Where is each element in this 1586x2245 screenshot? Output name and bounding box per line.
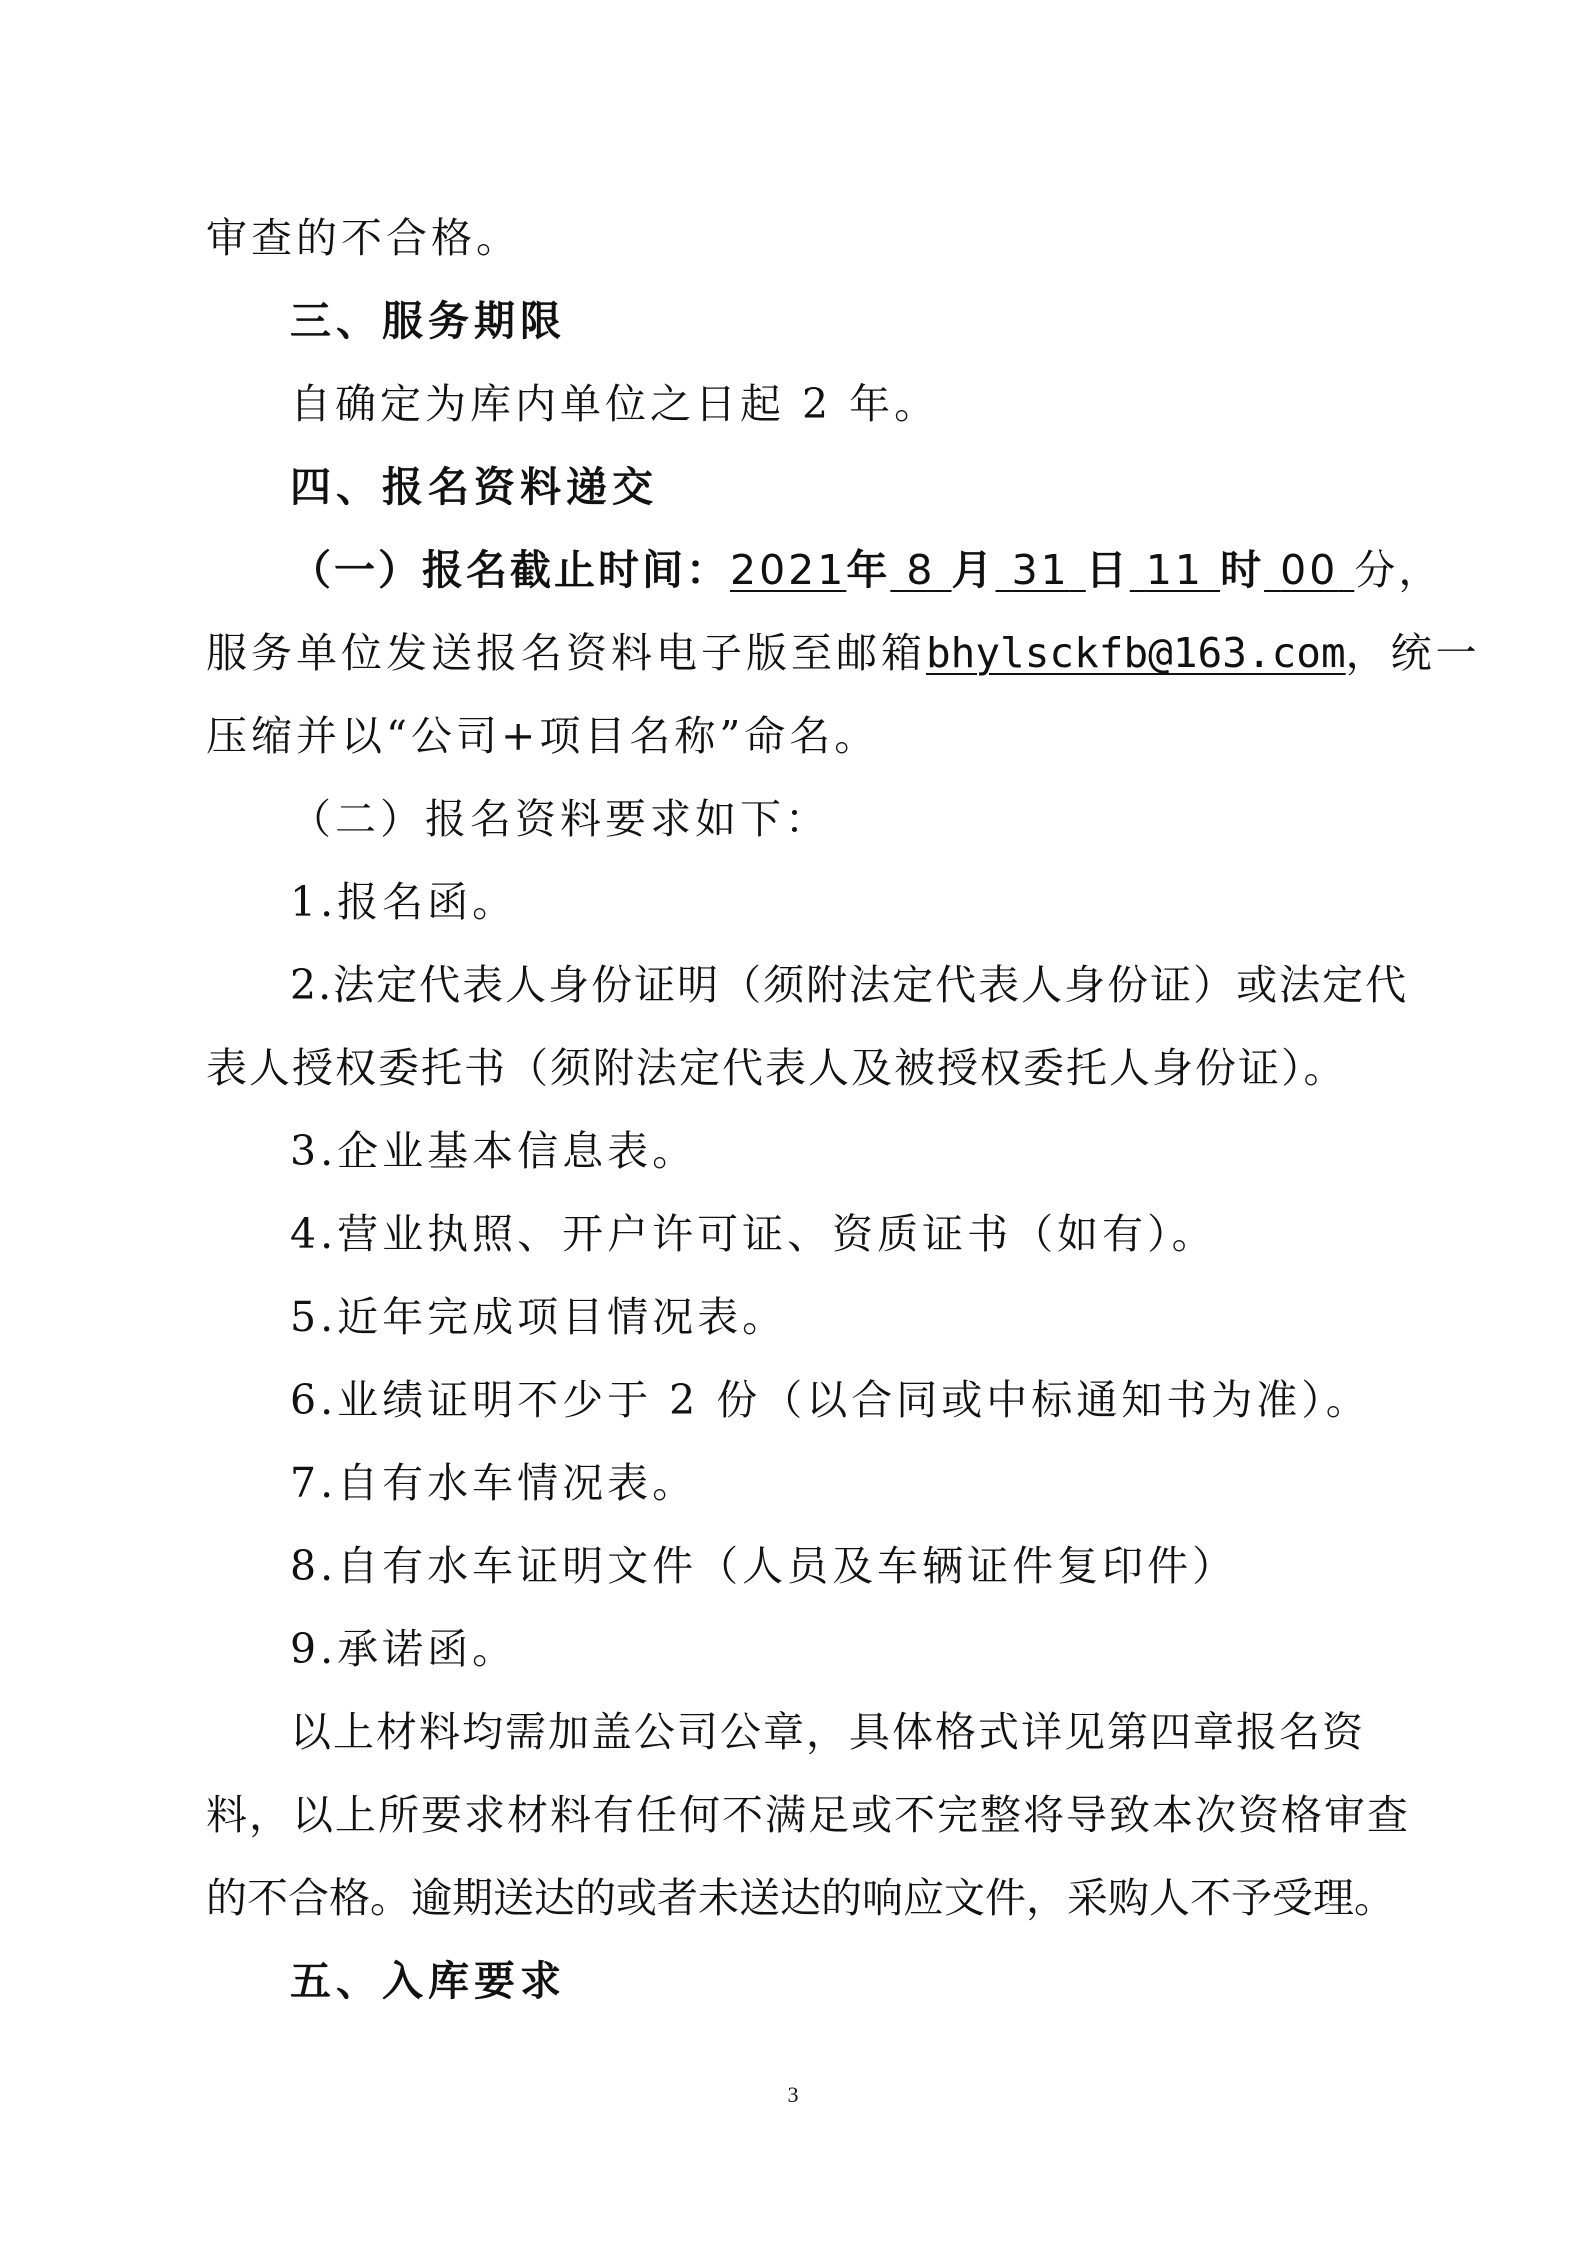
deadline-label: （一）报名截止时间：	[290, 546, 730, 594]
deadline-minute: 00	[1280, 546, 1339, 594]
deadline-day-unit: 日	[1085, 546, 1130, 594]
email-suffix: ，统一	[1345, 629, 1481, 677]
list-item: 3.企业基本信息表。	[290, 1127, 698, 1175]
email-prefix: 服务单位发送报名资料电子版至邮箱	[206, 629, 926, 677]
deadline-year: 2021	[730, 546, 847, 594]
body-text-line: 压缩并以“公司+项目名称”命名。	[206, 712, 880, 760]
section-heading-submission: 四、报名资料递交	[290, 463, 658, 511]
deadline-hour: 11	[1145, 546, 1205, 594]
list-item: 7.自有水车情况表。	[290, 1459, 698, 1507]
deadline-line	[290, 545, 1442, 595]
list-item: 2.法定代表人身份证明（须附法定代表人身份证）或法定代	[290, 961, 1409, 1009]
deadline-year-unit: 年	[846, 546, 891, 594]
body-text-line: 料，以上所要求材料有任何不满足或不完整将导致本次资格审查	[206, 1791, 1410, 1839]
deadline-month: 8	[906, 546, 936, 594]
section-heading-requirements: 五、入库要求	[290, 1957, 566, 2005]
body-text-line: 的不合格。逾期送达的或者未送达的响应文件，采购人不予受理。	[206, 1874, 1395, 1922]
deadline-month-unit: 月	[951, 546, 996, 594]
page-number: 3	[787, 2082, 799, 2107]
email-line	[206, 628, 1481, 678]
list-item: 1.报名函。	[290, 878, 518, 926]
list-item: 4.营业执照、开户许可证、资质证书（如有）。	[290, 1210, 1217, 1258]
list-item: 8.自有水车证明文件（人员及车辆证件复印件）	[290, 1542, 1238, 1590]
body-text-line: 以上材料均需加盖公司公章，具体格式详见第四章报名资	[290, 1708, 1365, 1756]
deadline-minute-unit: 分，	[1354, 546, 1443, 594]
deadline-day: 31	[1011, 546, 1070, 594]
email-link[interactable]: bhylsckfb@163.com	[926, 629, 1346, 677]
list-item-continuation: 表人授权委托书（须附法定代表人及被授权委托人身份证）。	[206, 1044, 1347, 1092]
body-text-line: 自确定为库内单位之日起 2 年。	[290, 380, 940, 428]
deadline-hour-unit: 时	[1220, 546, 1265, 594]
section-heading-service-period: 三、服务期限	[290, 297, 566, 345]
list-item: 5.近年完成项目情况表。	[290, 1293, 788, 1341]
body-text-line: 审查的不合格。	[206, 214, 521, 262]
list-item: 9.承诺函。	[290, 1625, 518, 1673]
subsection-heading: （二）报名资料要求如下：	[290, 795, 830, 843]
list-item: 6.业绩证明不少于 2 份（以合同或中标通知书为准）。	[290, 1376, 1371, 1424]
